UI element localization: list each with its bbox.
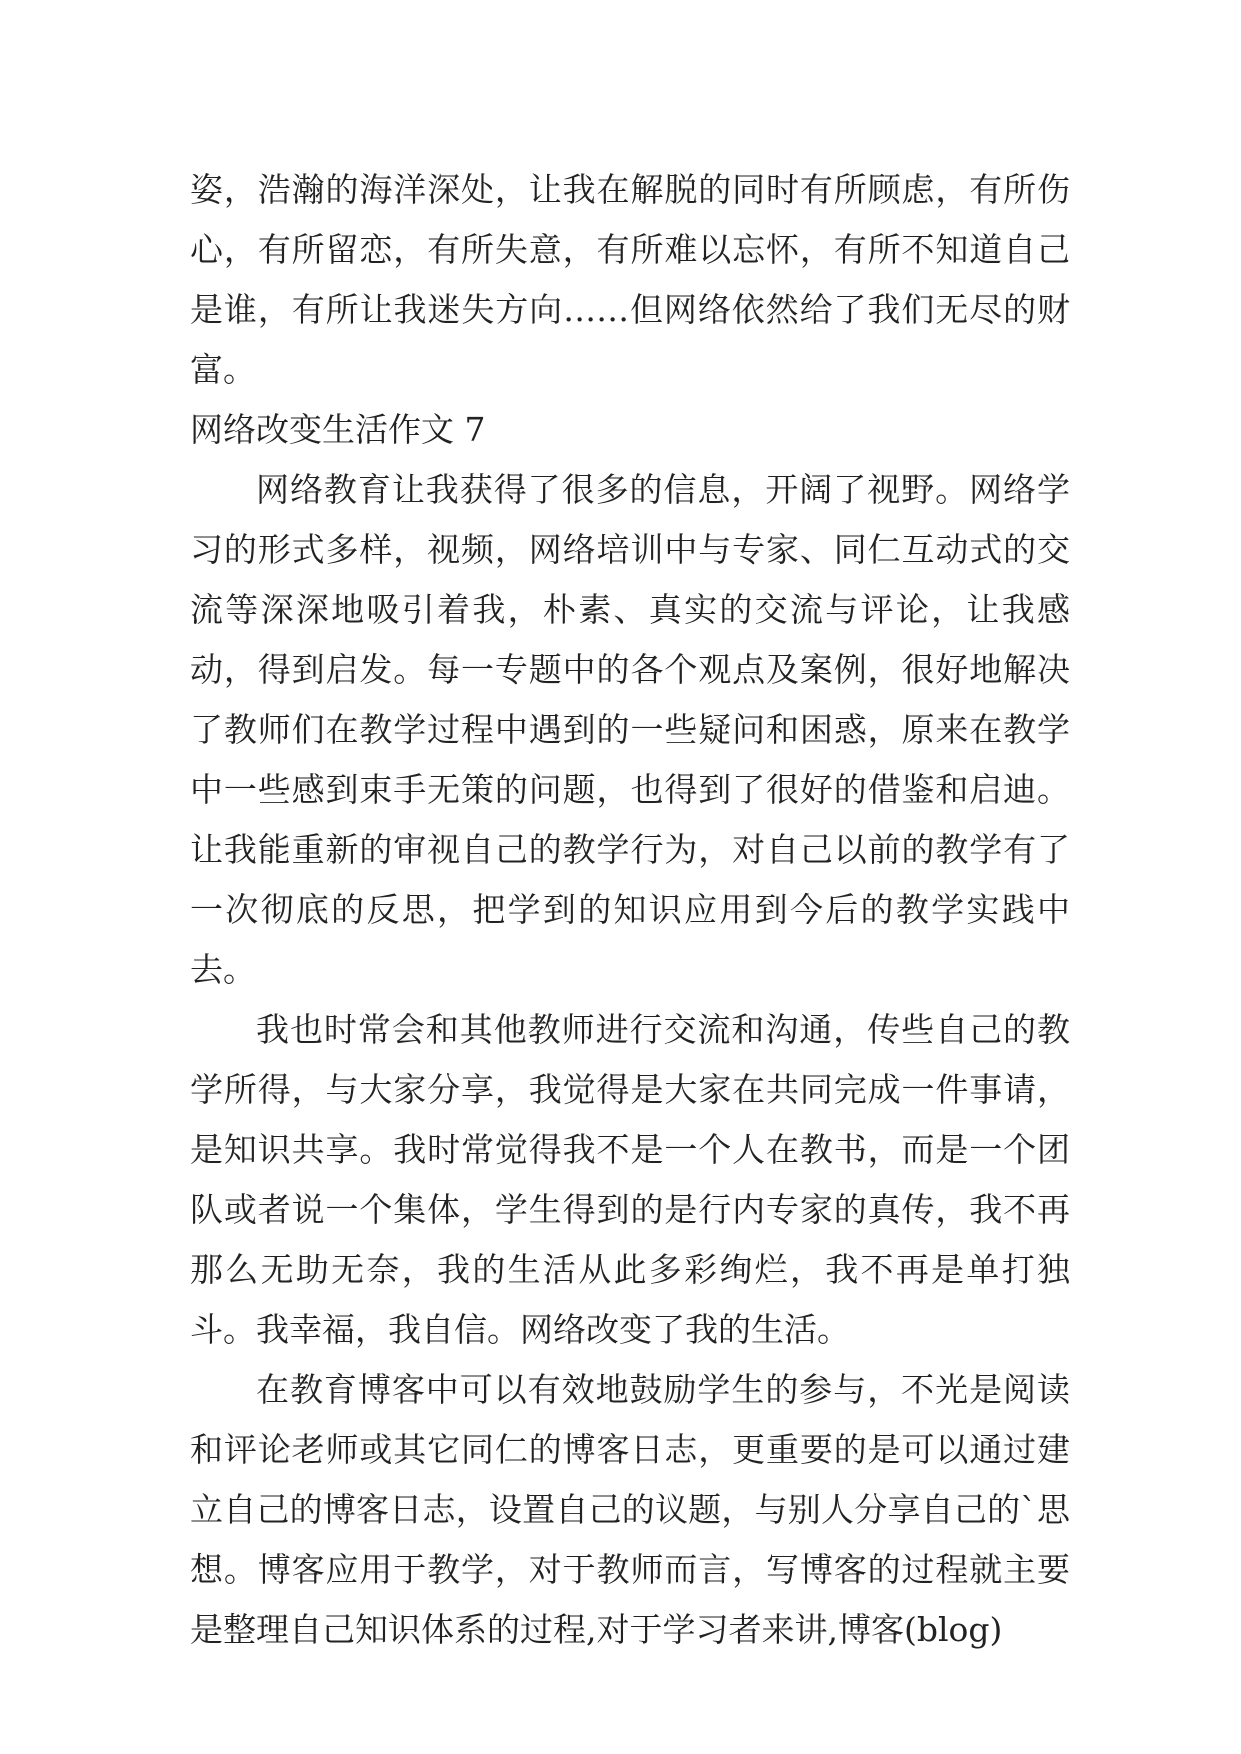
paragraph-continuation: 姿，浩瀚的海洋深处，让我在解脱的同时有所顾虑，有所伤心，有所留恋，有所失意，有所难以忘怀，有所不知道自己是谁，有所让我迷失方向……但网络依然给了我们无尽的财富。	[190, 170, 1070, 389]
section-heading: 网络改变生活作文 7	[190, 410, 486, 449]
document-body	[190, 160, 1070, 1660]
paragraph-network-education: 网络教育让我获得了很多的信息，开阔了视野。网络学习的形式多样，视频，网络培训中与专家、同仁互动式的交流等深深地吸引着我，朴素、真实的交流与评论，让我感动，得到启发。每一专题中的各个观点及案例，很好地解决了教师们在教学过程中遇到的一些疑问和困惑，原来在教学中一些感到束手无策的问题，也得到了很好的借鉴和启迪。让我能重新的审视自己的教学行为，对自己以前的教学有了一次彻底的反思，把学到的知识应用到今后的教学实践中去。	[190, 470, 1070, 989]
paragraph-communication: 我也时常会和其他教师进行交流和沟通，传些自己的教学所得，与大家分享，我觉得是大家在共同完成一件事请，是知识共享。我时常觉得我不是一个人在教书，而是一个团队或者说一个集体，学生得到的是行内专家的真传，我不再那么无助无奈，我的生活从此多彩绚烂，我不再是单打独斗。我幸福，我自信。网络改变了我的生活。	[190, 1010, 1070, 1349]
paragraph-education-blog: 在教育博客中可以有效地鼓励学生的参与，不光是阅读和评论老师或其它同仁的博客日志，更重要的是可以通过建立自己的博客日志，设置自己的议题，与别人分享自己的`思想。博客应用于教学，对于教师而言，写博客的过程就主要是整理自己知识体系的过程,对于学习者来讲,博客(blog)	[190, 1370, 1070, 1649]
